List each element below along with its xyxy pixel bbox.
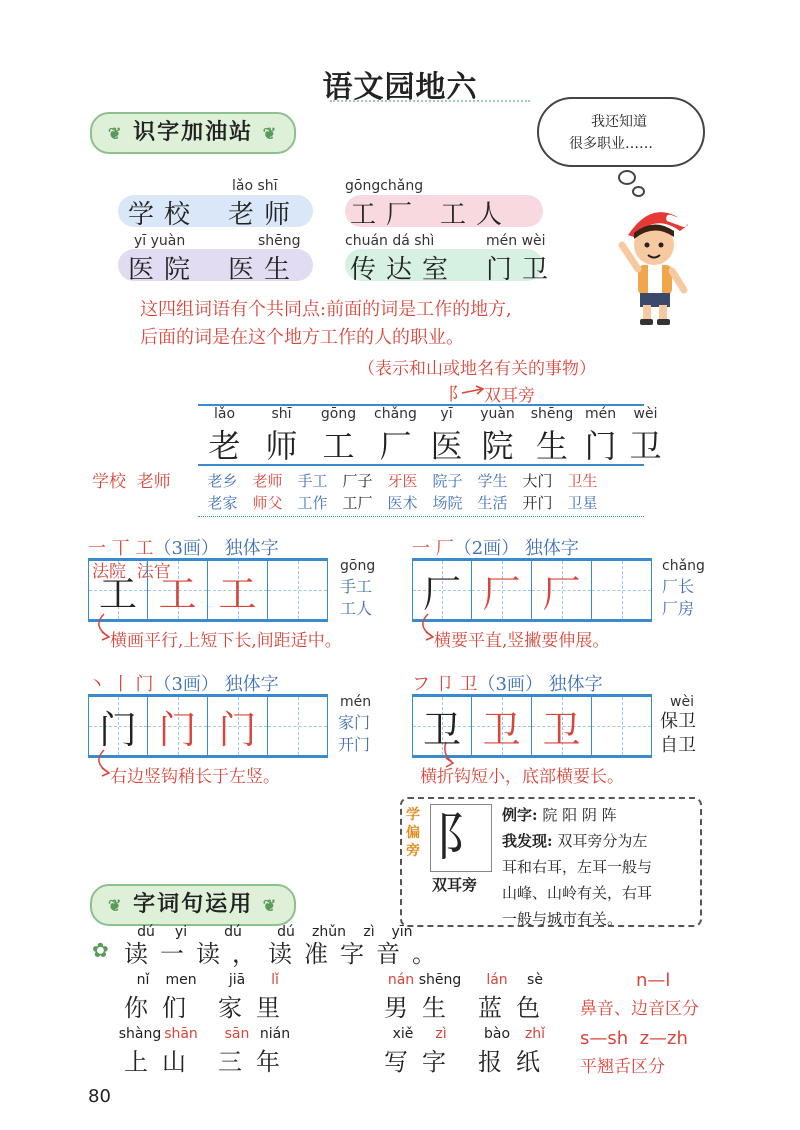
- pinyin: yuàn: [480, 406, 515, 422]
- example-words: [340, 576, 372, 620]
- grid-cell: [88, 696, 148, 756]
- explanation-note: [140, 296, 512, 352]
- learn-radical-label: 学偏旁: [406, 807, 420, 859]
- grid-cell: [472, 560, 532, 620]
- word: 自卫: [660, 735, 696, 756]
- word: 牙医: [387, 472, 418, 490]
- trace-char: 工: [158, 571, 197, 616]
- word: 门卫: [486, 255, 559, 285]
- pinyin: shàng: [118, 1026, 162, 1042]
- word: 传达室: [350, 255, 459, 285]
- word: 老师: [228, 200, 301, 230]
- word: 工作: [297, 494, 328, 512]
- ornament-icon: ❦: [108, 896, 124, 915]
- word: 场院: [432, 494, 463, 512]
- pinyin: lǎo shī: [232, 178, 278, 194]
- section-badge-literacy: [90, 112, 296, 154]
- model-char: 卫: [422, 707, 461, 752]
- page-number: 80: [88, 1086, 111, 1107]
- stroke-count: （3画）: [153, 538, 219, 559]
- trace-char: 厂: [482, 571, 521, 616]
- pinyin: dú: [224, 924, 242, 940]
- read-group: [384, 1026, 460, 1077]
- pinyin: chuán dá shì: [345, 233, 435, 249]
- main-char: 厂: [379, 427, 412, 465]
- stroke-order-header: [88, 670, 279, 696]
- read-word: 你们: [124, 994, 200, 1022]
- pinyin: shī: [271, 406, 292, 422]
- word: 老师: [252, 472, 283, 490]
- read-word: 男生: [384, 994, 460, 1022]
- rule-nl-desc: 鼻音、边音区分: [580, 999, 699, 1019]
- main-char: 生: [535, 427, 568, 465]
- main-char: 工: [322, 427, 355, 465]
- read-word: 家里: [218, 994, 294, 1022]
- stroke-count: （3画）: [153, 674, 219, 695]
- grid-cell: [208, 696, 268, 756]
- grid-cell: [412, 560, 472, 620]
- read-group: [118, 1026, 200, 1077]
- discover-text: 耳和右耳，左耳一般与: [502, 858, 653, 876]
- word: 学生: [477, 472, 508, 490]
- grid-cell: [532, 696, 592, 756]
- title-underline: [330, 100, 530, 102]
- discover-text: 山峰、山岭有关，右耳: [502, 884, 653, 902]
- read-word: 写字: [384, 1048, 460, 1076]
- word: 生活: [477, 494, 508, 512]
- stroke-order: フ 卩 卫: [412, 674, 478, 695]
- stroke-order: 一 厂: [412, 538, 454, 559]
- main-char: 院: [481, 427, 514, 465]
- example-words: [662, 576, 694, 620]
- char-type: 独体字: [524, 538, 579, 559]
- radical-name: 双耳旁: [432, 876, 478, 894]
- pinyin: dú: [277, 924, 295, 940]
- main-char: 师: [265, 427, 298, 465]
- pinyin: shēng: [530, 406, 574, 422]
- word: 医院: [128, 255, 201, 285]
- word: 家门: [338, 713, 371, 732]
- trace-char: 门: [158, 707, 197, 752]
- boy-illustration-icon: [610, 195, 700, 330]
- read-group: [478, 1026, 554, 1077]
- grid-cell[interactable]: [592, 560, 652, 620]
- words-row-2: [200, 492, 605, 513]
- pinyin: xiě: [392, 1026, 414, 1042]
- read-word: 报纸: [478, 1048, 554, 1076]
- pinyin: chǎng: [662, 558, 705, 574]
- grid-cell[interactable]: [268, 696, 328, 756]
- model-char: 工: [98, 571, 137, 616]
- example-chars: 院 阳 阴 阵: [542, 806, 617, 824]
- ornament-icon: ❦: [108, 124, 124, 143]
- rule-sz: s—sh z—zh: [580, 1028, 688, 1049]
- discover-label: 我发现:: [502, 832, 553, 850]
- words-row-1: [200, 470, 605, 491]
- word: 师父: [252, 494, 283, 512]
- writing-tip: 横折钩短小，底部横要长。: [420, 767, 624, 787]
- read-group: [384, 972, 462, 1023]
- word: 医生: [228, 255, 301, 285]
- writing-grid: [412, 558, 652, 622]
- read-group: [218, 972, 294, 1023]
- ornament-icon: ❦: [262, 124, 279, 143]
- pinyin: shān: [164, 1026, 198, 1042]
- pinyin: yī: [440, 406, 453, 422]
- rule-nl: n—l: [636, 970, 671, 991]
- main-chars-row: [196, 421, 668, 467]
- section-label: 字词句运用: [133, 891, 254, 917]
- pinyin: zhǐ: [524, 1026, 546, 1042]
- pinyin: gōng: [340, 558, 376, 574]
- pinyin: yi: [174, 924, 188, 940]
- trace-char: 卫: [542, 707, 581, 752]
- pinyin: mén: [584, 406, 617, 422]
- example-label: 例字:: [502, 806, 538, 824]
- speech-line: 很多职业……: [569, 136, 653, 152]
- grid-cell: [88, 560, 148, 620]
- rule-sz-desc: 平翘舌区分: [580, 1057, 665, 1077]
- radical-name: 双耳旁: [484, 386, 535, 406]
- word: 工厂: [350, 200, 423, 230]
- stroke-order-header: [88, 534, 279, 560]
- grid-cell: [208, 560, 268, 620]
- read-group: [478, 972, 554, 1023]
- writing-grid: [412, 694, 652, 758]
- word: 院子: [432, 472, 463, 490]
- pinyin: gōng: [320, 406, 357, 422]
- section-badge-words: [90, 884, 296, 926]
- word: 老乡: [207, 472, 238, 490]
- writing-tip: 横要平直,竖撇要伸展。: [434, 631, 610, 651]
- main-char: 老: [208, 427, 241, 465]
- radical-notes: [502, 802, 652, 932]
- pinyin: lán: [486, 972, 508, 988]
- read-word: 蓝色: [478, 994, 554, 1022]
- note-line: 后面的词是在这个地方工作的人的职业。: [140, 327, 464, 348]
- speech-line: 我还知道: [591, 114, 647, 130]
- stroke-count: （2画）: [453, 538, 520, 559]
- pinyin: nǐ: [136, 972, 150, 988]
- model-char: 厂: [422, 571, 461, 616]
- trace-char: 门: [218, 707, 257, 752]
- read-word: 上山: [124, 1048, 200, 1076]
- stroke-order-header: [412, 670, 603, 696]
- char-type: 独体字: [224, 538, 279, 559]
- pinyin: shēng: [258, 233, 301, 249]
- writing-tip: 横画平行,上短下长,间距适中。: [110, 631, 342, 651]
- example-words: [660, 710, 696, 758]
- word: 医术: [387, 494, 418, 512]
- read-group: [124, 972, 200, 1023]
- char-pinyin-row: [196, 406, 668, 422]
- section-label: 识字加油站: [133, 119, 254, 145]
- thought-dot: [618, 170, 636, 185]
- discover-text: 一般与城市有关。: [502, 910, 623, 928]
- word: 老家: [207, 494, 238, 512]
- pinyin: shēng: [418, 972, 462, 988]
- grid-cell: [472, 696, 532, 756]
- char-type: 独体字: [224, 674, 279, 695]
- grid-cell[interactable]: [592, 696, 652, 756]
- grid-cell: [148, 696, 208, 756]
- side-word-line: 法院 法官: [92, 562, 171, 582]
- pinyin: men: [165, 972, 197, 988]
- grid-cell: [148, 560, 208, 620]
- pinyin: yī yuàn: [134, 233, 186, 249]
- trace-char: 工: [218, 571, 257, 616]
- note-line: 这四组词语有个共同点:前面的词是工作的地方,: [140, 299, 512, 320]
- ornament-icon: ❦: [262, 896, 279, 915]
- pinyin: yīn: [391, 924, 413, 940]
- stroke-order: 一 丅 工: [88, 538, 154, 559]
- word: 开门: [338, 735, 371, 754]
- word: 卫生: [567, 472, 598, 490]
- radical-big-char: 阝: [430, 804, 492, 872]
- pinyin: dú: [137, 924, 155, 940]
- page-title: 语文园地六: [322, 70, 478, 105]
- pinyin: zhǔn: [312, 924, 346, 940]
- writing-grid: [88, 558, 328, 622]
- radical-meaning: （表示和山或地名有关的事物）: [358, 359, 596, 379]
- word: 厂房: [662, 599, 695, 618]
- char-table-bottom-line: [198, 516, 644, 517]
- flower-bullet-icon: ✿: [92, 938, 109, 962]
- pinyin: zì: [435, 1026, 447, 1042]
- read-word: 三年: [218, 1048, 294, 1076]
- pinyin: bào: [483, 1026, 511, 1042]
- char-type: 独体字: [548, 674, 603, 695]
- pinyin: wèi: [670, 694, 694, 710]
- discover-text: 双耳旁分为左: [557, 832, 648, 850]
- word: 厂长: [662, 577, 695, 596]
- word: 工厂: [342, 494, 373, 512]
- read-group: [218, 1026, 294, 1077]
- radical-char: 阝: [448, 384, 466, 405]
- trace-char: 厂: [542, 571, 581, 616]
- pinyin: wèi: [633, 406, 658, 422]
- main-char: 卫: [629, 427, 662, 465]
- pinyin: zì: [363, 924, 375, 940]
- stroke-order: 丶 丨 门: [88, 674, 154, 695]
- arrow-icon: [460, 383, 486, 403]
- word: 工人: [340, 599, 373, 618]
- example-words: [338, 712, 370, 756]
- pinyin: mén wèi: [486, 233, 546, 249]
- pinyin: jiā: [228, 972, 246, 988]
- grid-cell[interactable]: [268, 560, 328, 620]
- pinyin: lǐ: [271, 972, 279, 988]
- word: 学校: [128, 200, 201, 230]
- read-instruction: 读一读，读准字音。: [124, 940, 448, 968]
- trace-char: 卫: [482, 707, 521, 752]
- word: 大门: [522, 472, 553, 490]
- pinyin: sè: [527, 972, 543, 988]
- word: 厂子: [342, 472, 373, 490]
- pinyin: nián: [259, 1026, 291, 1042]
- grid-cell: [532, 560, 592, 620]
- main-char: 医: [430, 427, 463, 465]
- word: 保卫: [660, 711, 696, 732]
- pinyin: chǎng: [374, 406, 417, 422]
- writing-grid: [88, 694, 328, 758]
- side-word-line: 学校 老师: [92, 472, 171, 492]
- pinyin: mén: [340, 694, 372, 710]
- speech-bubble: [537, 97, 705, 167]
- main-char: 门: [584, 427, 617, 465]
- writing-tip: 右边竖钩稍长于左竖。: [110, 767, 280, 787]
- char-table-mid-line: [198, 464, 644, 466]
- pinyin: lǎo: [213, 406, 236, 422]
- pinyin: sān: [224, 1026, 250, 1042]
- word: 手工: [297, 472, 328, 490]
- word: 卫星: [567, 494, 598, 512]
- stroke-order-header: [412, 534, 579, 560]
- word: 工人: [440, 200, 513, 230]
- pinyin: nán: [387, 972, 415, 988]
- pinyin: gōngchǎng: [345, 178, 424, 194]
- model-char: 门: [98, 707, 137, 752]
- stroke-count: （3画）: [477, 674, 543, 695]
- word: 开门: [522, 494, 553, 512]
- word: 手工: [340, 577, 373, 596]
